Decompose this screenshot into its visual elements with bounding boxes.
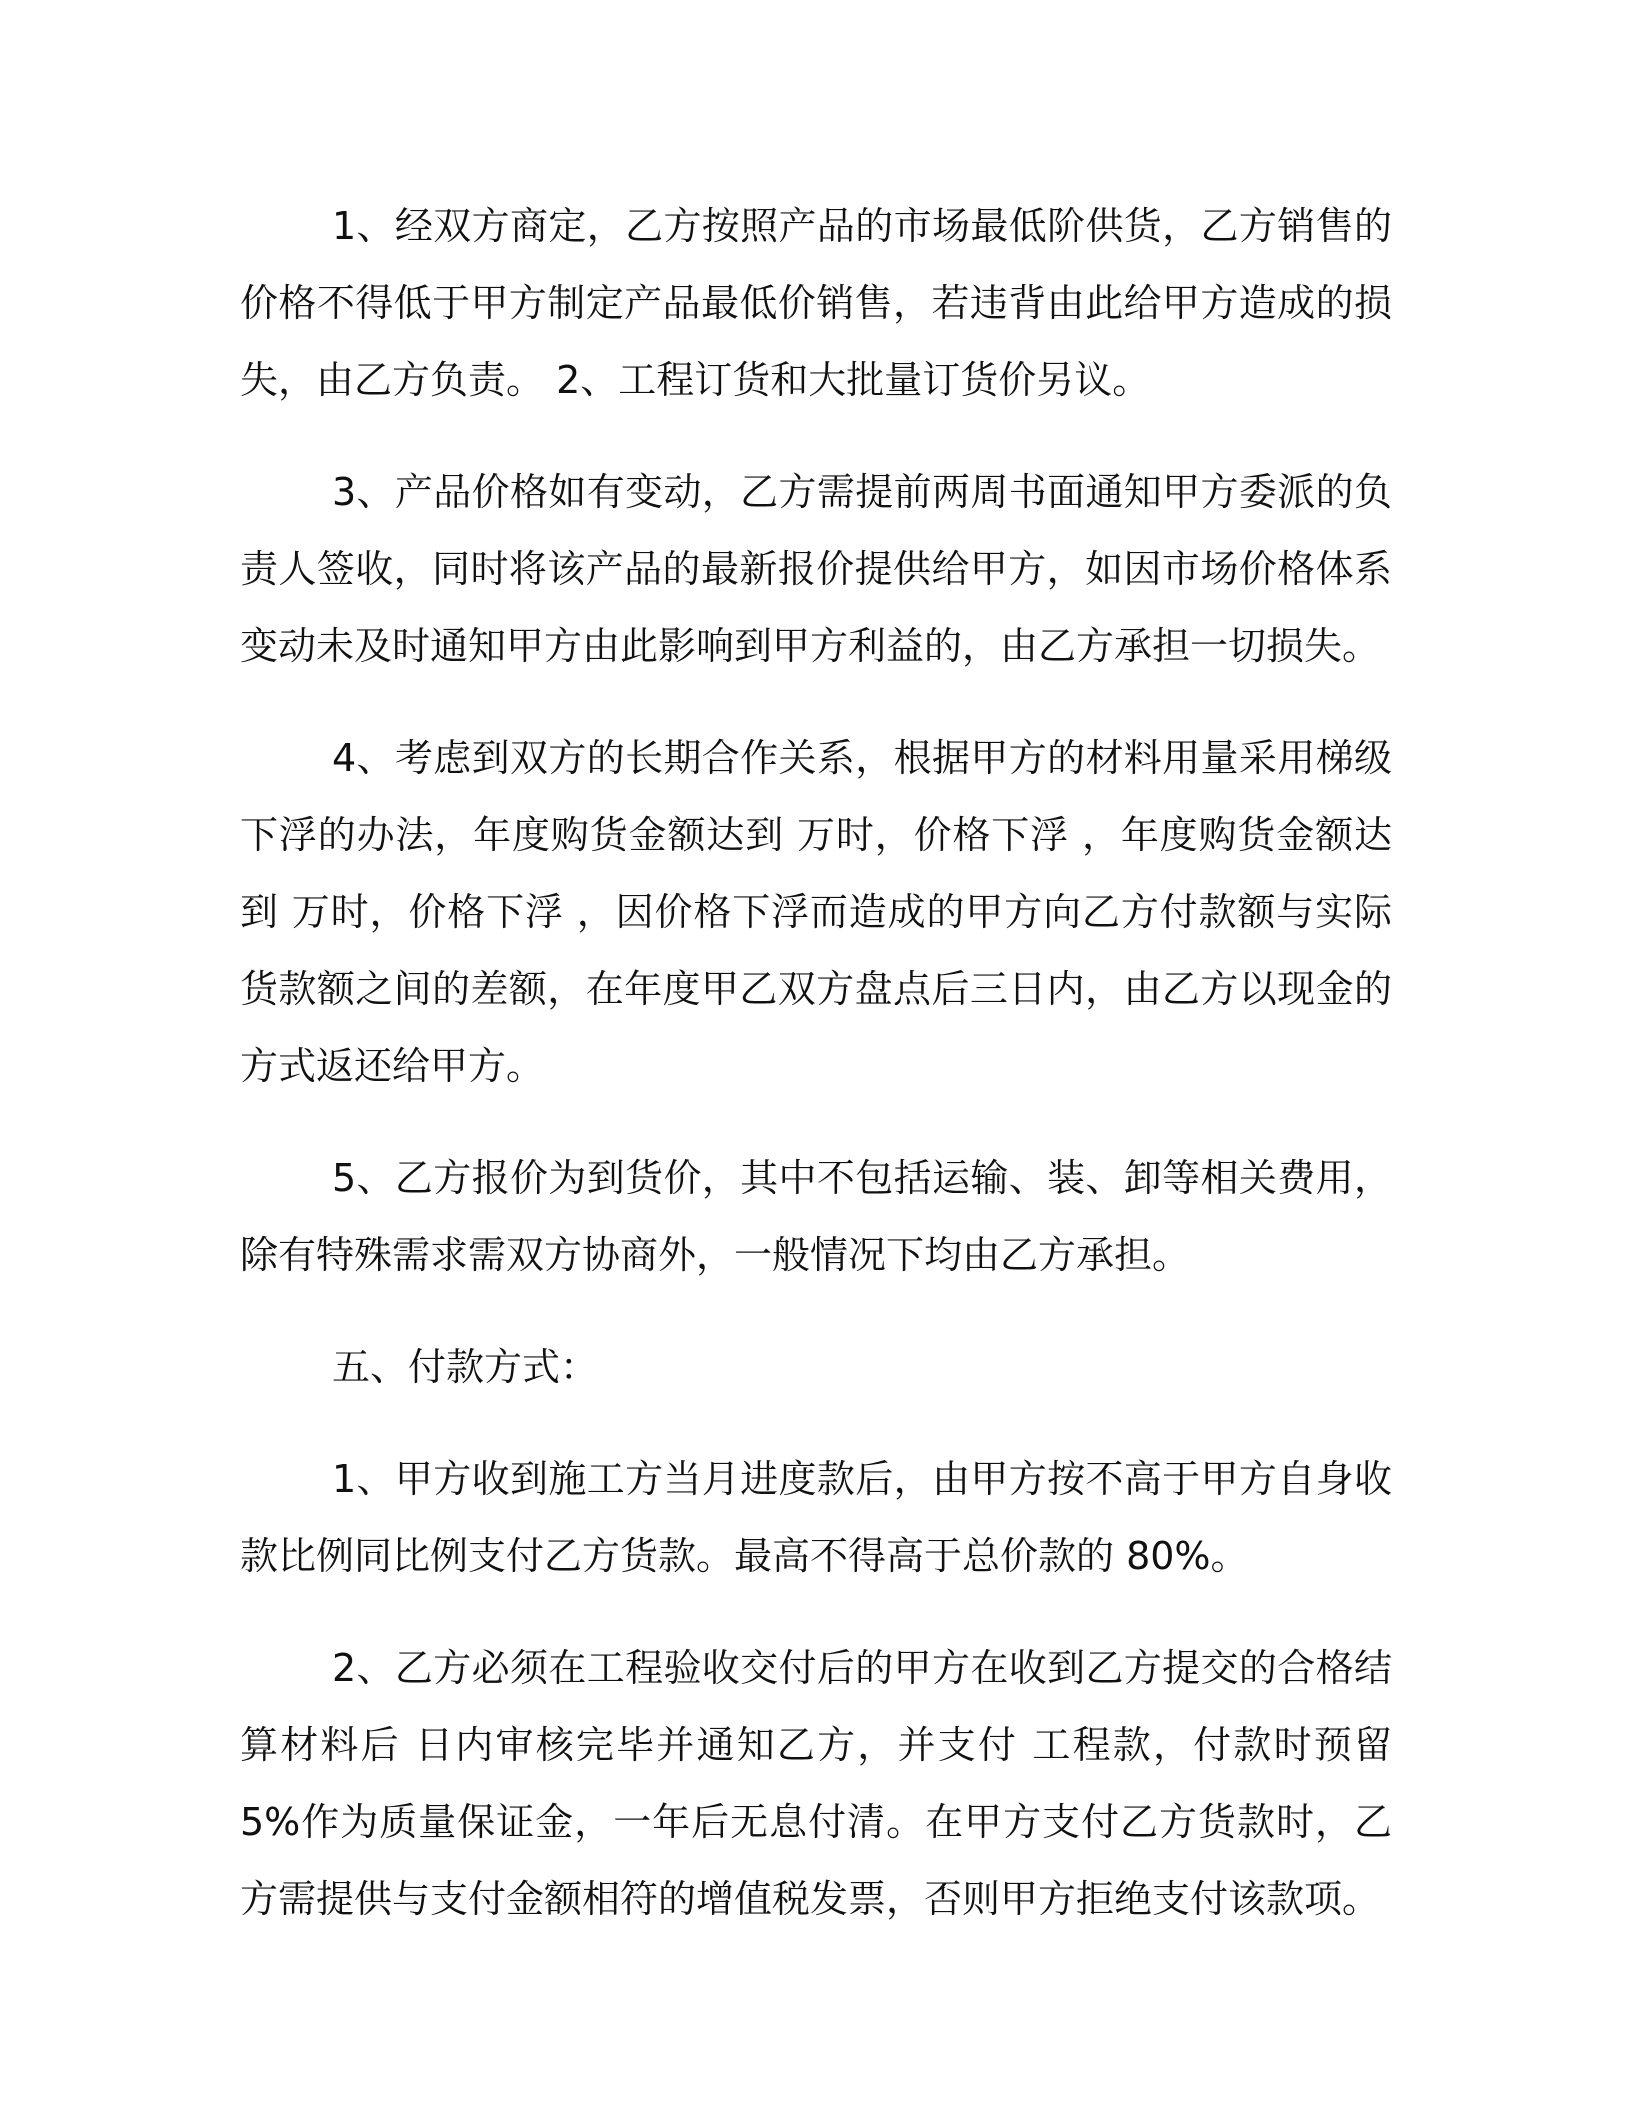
paragraph-settlement-terms: 2、乙方必须在工程验收交付后的甲方在收到乙方提交的合格结算材料后 日内审核完毕并通知乙方，并支付 工程款，付款时预留 5%作为质量保证金，一年后无息付清。在甲方支付乙方货款时，乙方需提供与支付金额相符的增值税发票，否则甲方拒绝支付该款项。 bbox=[240, 1646, 1392, 1921]
paragraph-progress-payment: 1、甲方收到施工方当月进度款后，由甲方按不高于甲方自身收款比例同比例支付乙方货款。最高不得高于总价款的 80%。 bbox=[240, 1457, 1392, 1578]
paragraph-price-change-notice: 3、产品价格如有变动，乙方需提前两周书面通知甲方委派的负责人签收，同时将该产品的最新报价提供给甲方，如因市场价格体系变动未及时通知甲方由此影响到甲方利益的，由乙方承担一切损失。 bbox=[240, 470, 1392, 668]
paragraph-tiered-discount: 4、考虑到双方的长期合作关系，根据甲方的材料用量采用梯级下浮的办法，年度购货金额达到 万时，价格下浮 ，年度购货金额达到 万时，价格下浮 ，因价格下浮而造成的甲方向乙方付款额与实际货款额之间的差额，在年度甲乙双方盘点后三日内，由乙方以现金的方式返还给甲方。 bbox=[240, 736, 1392, 1088]
paragraph-pricing-floor: 1、经双方商定，乙方按照产品的市场最低阶供货，乙方销售的价格不得低于甲方制定产品最低价销售，若违背由此给甲方造成的损失，由乙方负责。 2、工程订货和大批量订货价另议。 bbox=[240, 204, 1392, 402]
document-page bbox=[240, 188, 1392, 1938]
section-heading-payment-method: 五、付款方式： bbox=[332, 1345, 599, 1389]
paragraph-delivered-price: 5、乙方报价为到货价，其中不包括运输、装、卸等相关费用，除有特殊需求需双方协商外，一般情况下均由乙方承担。 bbox=[240, 1156, 1392, 1277]
